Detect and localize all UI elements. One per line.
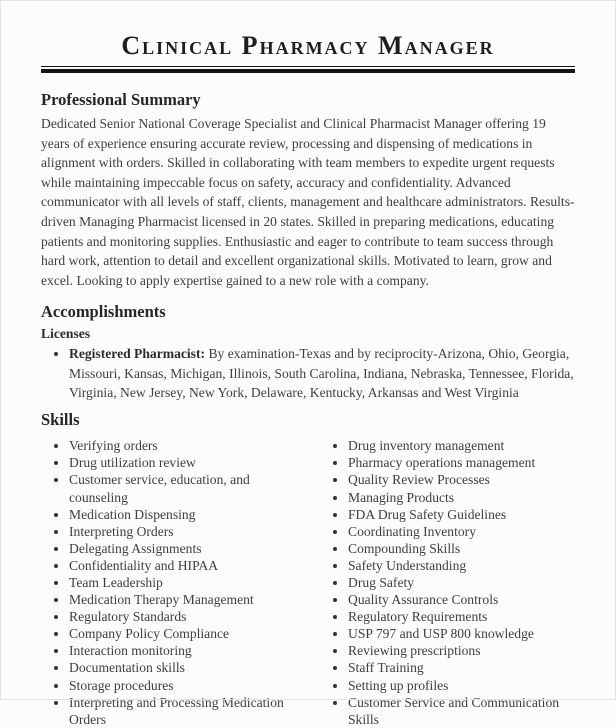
skill-item: • Customer service, education, and counseling bbox=[69, 471, 295, 505]
page-title: Clinical Pharmacy Manager bbox=[121, 31, 495, 60]
skill-item: • Quality Review Processes bbox=[348, 471, 580, 488]
skill-item: • Drug inventory management bbox=[348, 437, 580, 454]
skill-item: • Delegating Assignments bbox=[69, 540, 295, 557]
skill-item: • Quality Assurance Controls bbox=[348, 591, 580, 608]
licenses-subheading: Licenses bbox=[41, 326, 91, 342]
licenses-list bbox=[41, 344, 575, 402]
skill-item: • Interaction monitoring bbox=[69, 642, 295, 659]
skill-item: • Managing Products bbox=[348, 489, 580, 506]
skill-item: • Documentation skills bbox=[69, 659, 295, 676]
summary-section bbox=[41, 90, 575, 290]
skill-item: • Medication Dispensing bbox=[69, 506, 295, 523]
skill-item: • Coordinating Inventory bbox=[348, 523, 580, 540]
skills-section bbox=[41, 410, 575, 728]
skill-item: • Storage procedures bbox=[69, 677, 295, 694]
skill-item: • Compounding Skills bbox=[348, 540, 580, 557]
skills-columns bbox=[41, 437, 575, 728]
skill-item: • Customer Service and Communication Skills bbox=[348, 694, 580, 728]
skill-item: • Regulatory Standards bbox=[69, 608, 295, 625]
skill-item: • Drug utilization review bbox=[69, 454, 295, 471]
skill-item: • Drug Safety bbox=[348, 574, 580, 591]
skill-item: • Interpreting Orders bbox=[69, 523, 295, 540]
skill-item: • Regulatory Requirements bbox=[348, 608, 580, 625]
skill-item: • Verifying orders bbox=[69, 437, 295, 454]
skill-item: • Interpreting and Processing Medication Orders bbox=[69, 694, 295, 728]
skill-item: • FDA Drug Safety Guidelines bbox=[348, 506, 580, 523]
skill-item: • Team Leadership bbox=[69, 574, 295, 591]
skill-item: • Confidentiality and HIPAA bbox=[69, 557, 295, 574]
skills-heading: Skills bbox=[41, 410, 80, 430]
skills-list-right bbox=[320, 437, 580, 728]
summary-heading: Professional Summary bbox=[41, 90, 201, 109]
license-item bbox=[69, 344, 575, 402]
skills-list-left bbox=[41, 437, 295, 728]
title-divider bbox=[41, 66, 575, 73]
accomplishments-heading: Accomplishments bbox=[41, 302, 166, 322]
accomplishments-section bbox=[41, 302, 575, 402]
license-text: By examination-Texas and by reciprocity-Arizona, Ohio, Georgia, Missouri, Kansas, Michigan, Illinois, South Carolina, Indiana, Nebraska, Tennessee, Florida, Virginia, New Jersey, New York, Delaware, Kentucky, Arkansas and West Virginia bbox=[69, 346, 574, 400]
skill-item: • Setting up profiles bbox=[348, 677, 580, 694]
skill-item: • Staff Training bbox=[348, 659, 580, 676]
skill-item: • Medication Therapy Management bbox=[69, 591, 295, 608]
skill-item: • Pharmacy operations management bbox=[348, 454, 580, 471]
summary-text: Dedicated Senior National Coverage Specialist and Clinical Pharmacist Manager offering 19 years of experience ensuring accurate review, processing and dispensing of medications in alignment with orders. Skilled in collaborating with team members to expedite urgent requests while maintaining impeccable focus on safety, accuracy and confidentiality. Advanced communicator with all levels of staff, clients, management and healthcare administrators. Results-driven Managing Pharmacist licensed in 20 states. Skilled in preparing medications, educating patients and monitoring supplies. Enthusiastic and eager to contribute to team success through hard work, attention to detail and excellent organizational skills. Motivated to learn, grow and excel. Looking to apply expertise gained to a new role with a company. bbox=[41, 116, 575, 288]
skill-item: • Safety Understanding bbox=[348, 557, 580, 574]
license-label: Registered Pharmacist: bbox=[69, 346, 206, 362]
skill-item: • Reviewing prescriptions bbox=[348, 642, 580, 659]
skill-item: • USP 797 and USP 800 knowledge bbox=[348, 625, 580, 642]
skill-item: • Company Policy Compliance bbox=[69, 625, 295, 642]
